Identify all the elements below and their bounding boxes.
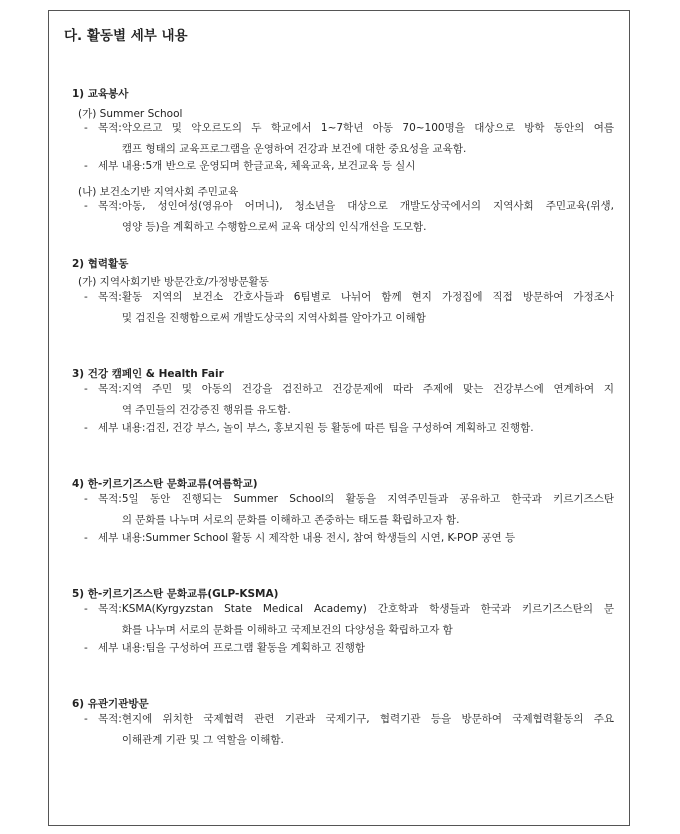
detail-text: 5개 반으로 운영되며 한글교육, 체육교육, 보건교육 등 실시 bbox=[145, 160, 416, 172]
detail-label: 세부 내용: bbox=[98, 642, 146, 654]
section-2-a-purpose: - 목적: 활동 지역의 보건소 간호사들과 6팀별로 나뉘어 함께 현지 가정집에 직접 방문하여 가정조사 및 검진을 진행함으로써 개발도상국의 지역사회를 알아가고 이해함 bbox=[84, 287, 614, 329]
detail-label: 세부 내용: bbox=[98, 422, 146, 434]
section-3-heading: 3) 건강 캠페인 & Health Fair bbox=[72, 368, 224, 380]
section-4-heading: 4) 한-키르기즈스탄 문화교류(여름학교) bbox=[72, 478, 258, 490]
section-1-sub-b: (나) 보건소기반 지역사회 주민교육 bbox=[78, 186, 239, 198]
section-6-purpose: - 목적: 현지에 위치한 국제협력 관련 기관과 국제기구, 협력기관 등을 방문하여 국제협력활동의 주요 이해관계 기관 및 그 역할을 이해함. bbox=[84, 709, 614, 751]
detail-text: Summer School 활동 시 제작한 내용 전시, 참여 학생들의 시연, K-POP 공연 등 bbox=[145, 532, 516, 544]
section-5-purpose: - 목적: KSMA(Kyrgyzstan State Medical Academy) 간호학과 학생들과 한국과 키르기즈스탄의 문 화를 나누며 서로의 문화를 이해하고 국제보건의 다양성을 확립하고자 함 bbox=[84, 599, 614, 641]
section-3-purpose: - 목적: 지역 주민 및 아동의 건강을 검진하고 건강문제에 따라 주제에 맞는 건강부스에 연계하여 지 역 주민들의 건강증진 행위를 유도함. bbox=[84, 379, 614, 421]
purpose-label: 목적: bbox=[98, 291, 122, 303]
text-line: 영양 등)을 계획하고 수행함으로써 교육 대상의 인식개선을 도모함. bbox=[121, 221, 427, 233]
purpose-label: 목적: bbox=[98, 383, 122, 395]
section-5-heading: 5) 한-키르기즈스탄 문화교류(GLP-KSMA) bbox=[72, 588, 279, 600]
section-1-b-purpose: - 목적: 아동, 성인여성(영유아 어머니), 청소년을 대상으로 개발도상국에서의 지역사회 주민교육(위생, 영양 등)을 계획하고 수행함으로써 교육 대상의 인식개선을 도모함. bbox=[84, 196, 614, 238]
purpose-label: 목적: bbox=[98, 122, 122, 134]
detail-label: 세부 내용: bbox=[98, 532, 146, 544]
text-line: 캠프 형태의 교육프로그램을 운영하여 건강과 보건에 대한 중요성을 교육함. bbox=[121, 143, 467, 155]
section-4-detail: - 세부 내용: Summer School 활동 시 제작한 내용 전시, 참여 학생들의 시연, K-POP 공연 등 bbox=[84, 528, 614, 549]
text-line: 활동 지역의 보건소 간호사들과 6팀별로 나뉘어 함께 현지 가정집에 직접 방문하여 가정조사 bbox=[121, 291, 614, 303]
detail-text: 팀을 구성하여 프로그램 활동을 계획하고 진행함 bbox=[145, 642, 366, 654]
text-line: 악오르고 및 악오르도의 두 학교에서 1~7학년 아동 70~100명을 대상으로 방학 동안의 여름 bbox=[121, 122, 614, 134]
detail-label: 세부 내용: bbox=[98, 160, 146, 172]
text-line: 의 문화를 나누며 서로의 문화를 이해하고 존중하는 태도를 확립하고자 함. bbox=[121, 514, 460, 526]
section-1-heading: 1) 교육봉사 bbox=[72, 88, 129, 100]
purpose-label: 목적: bbox=[98, 603, 122, 615]
section-2-heading: 2) 협력활동 bbox=[72, 258, 129, 270]
purpose-label: 목적: bbox=[98, 493, 122, 505]
section-2-sub-a: (가) 지역사회기반 방문간호/가정방문활동 bbox=[78, 276, 269, 288]
section-3-detail: - 세부 내용: 검진, 건강 부스, 놀이 부스, 홍보지원 등 활동에 따른 팀을 구성하여 계획하고 진행함. bbox=[84, 418, 614, 439]
section-1-a-detail: - 세부 내용: 5개 반으로 운영되며 한글교육, 체육교육, 보건교육 등 실시 bbox=[84, 156, 614, 177]
section-5-detail: - 세부 내용: 팀을 구성하여 프로그램 활동을 계획하고 진행함 bbox=[84, 638, 614, 659]
purpose-label: 목적: bbox=[98, 200, 122, 212]
detail-text: 검진, 건강 부스, 놀이 부스, 홍보지원 등 활동에 따른 팀을 구성하여 계획하고 진행함. bbox=[145, 422, 534, 434]
text-line: KSMA(Kyrgyzstan State Medical Academy) 간호학과 학생들과 한국과 키르기즈스탄의 문 bbox=[121, 603, 614, 615]
section-4-purpose: - 목적: 5일 동안 진행되는 Summer School의 활동을 지역주민들과 공유하고 한국과 키르기즈스탄 의 문화를 나누며 서로의 문화를 이해하고 존중하는 태도를 확립하고자 함. bbox=[84, 489, 614, 531]
text-line: 화를 나누며 서로의 문화를 이해하고 국제보건의 다양성을 확립하고자 함 bbox=[121, 624, 453, 636]
text-line: 및 검진을 진행함으로써 개발도상국의 지역사회를 알아가고 이해함 bbox=[121, 312, 426, 324]
text-line: 지역 주민 및 아동의 건강을 검진하고 건강문제에 따라 주제에 맞는 건강부스에 연계하여 지 bbox=[121, 383, 614, 395]
text-line: 5일 동안 진행되는 Summer School의 활동을 지역주민들과 공유하고 한국과 키르기즈스탄 bbox=[121, 493, 614, 505]
purpose-label: 목적: bbox=[98, 713, 122, 725]
section-1-sub-a: (가) Summer School bbox=[78, 108, 183, 120]
text-line: 현지에 위치한 국제협력 관련 기관과 국제기구, 협력기관 등을 방문하여 국제협력활동의 주요 bbox=[121, 713, 614, 725]
page-title: 다. 활동별 세부 내용 bbox=[64, 28, 188, 44]
section-1-a-purpose: - 목적: 악오르고 및 악오르도의 두 학교에서 1~7학년 아동 70~100명을 대상으로 방학 동안의 여름 캠프 형태의 교육프로그램을 운영하여 건강과 보건에 대한 중요성을 교육함. bbox=[84, 118, 614, 160]
text-line: 역 주민들의 건강증진 행위를 유도함. bbox=[121, 404, 291, 416]
text-line: 이해관계 기관 및 그 역할을 이해함. bbox=[121, 734, 284, 746]
section-6-heading: 6) 유관기관방문 bbox=[72, 698, 149, 710]
text-line: 아동, 성인여성(영유아 어머니), 청소년을 대상으로 개발도상국에서의 지역사회 주민교육(위생, bbox=[121, 200, 614, 212]
